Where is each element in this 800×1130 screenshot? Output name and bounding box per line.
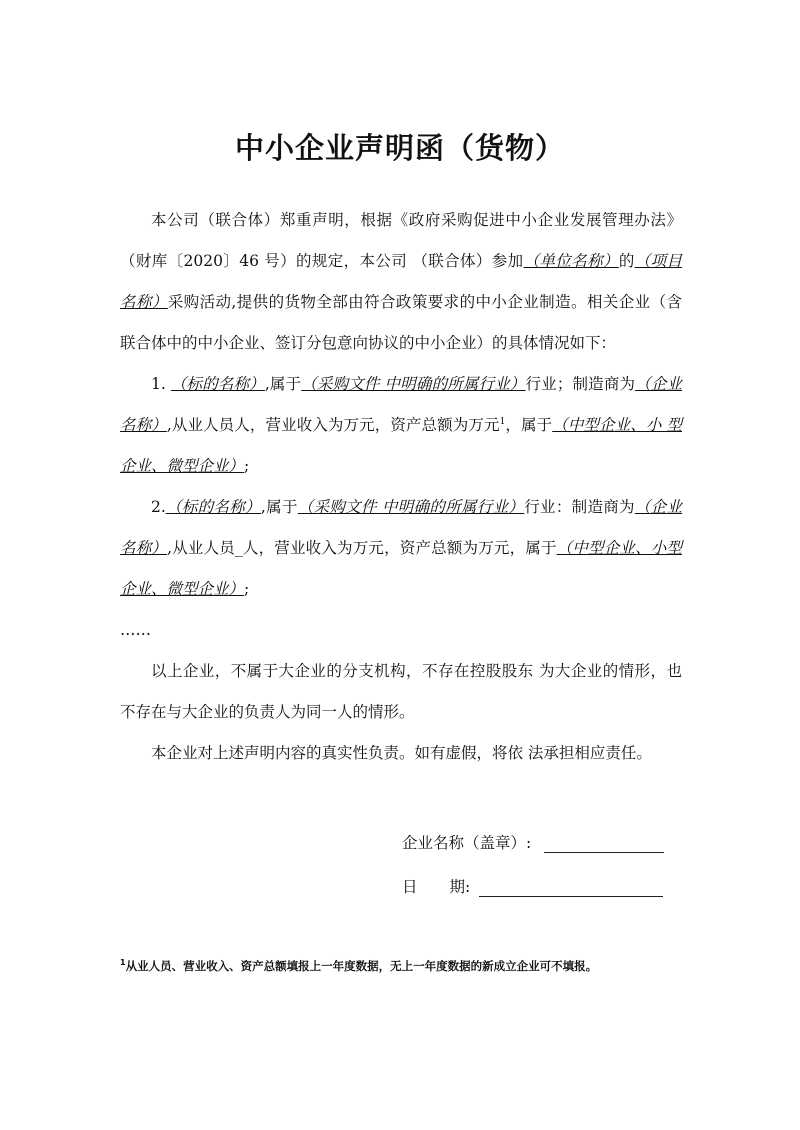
company-seal-line[interactable] bbox=[544, 834, 664, 853]
item-1-text-3: ,从业人员人，营业收入为万元，资产总额为万元 bbox=[166, 416, 500, 434]
declaration-paragraph: 以上企业，不属于大企业的分支机构，不存在控股股东 为大企业的情形，也不存在与大企业的负责人为同一人的情形。 bbox=[120, 662, 682, 721]
page-title: 中小企业声明函（货物） bbox=[234, 131, 565, 165]
intro-text-1: 本公司（联合体）郑重声明，根据《政府采购促进中小企业发展管理办法》（财库〔2020〕46 号）的规定，本公司 （联合体）参加 bbox=[120, 211, 682, 270]
project-name-blank: （项目名称） bbox=[120, 252, 682, 311]
item-1-industry-blank: （采购文件 中明确的所属行业） bbox=[301, 375, 526, 393]
item-1-text-2: 行业；制造商为 bbox=[525, 375, 636, 393]
item-1-text-5: ; bbox=[244, 457, 250, 475]
item-2-text-2: 行业：制造商为 bbox=[524, 498, 635, 516]
item-1-size-blank: （中型企业、小 型企业、微型企业） bbox=[120, 416, 682, 475]
company-seal-label: 企业名称（盖章）: bbox=[402, 834, 532, 852]
date-label-1: 日 bbox=[402, 878, 418, 896]
footnote bbox=[120, 958, 700, 974]
item-1-text-4: ，属于 bbox=[505, 416, 553, 434]
item-2-text-1: ,属于 bbox=[260, 498, 298, 516]
ellipsis: …… bbox=[120, 621, 151, 639]
date-line[interactable] bbox=[479, 878, 663, 897]
document-body bbox=[120, 200, 682, 774]
company-signature-row bbox=[402, 833, 664, 853]
item-2-size-blank: （中型企业、小型 企业、微型企业） bbox=[120, 539, 682, 598]
item-2-text-4: ; bbox=[244, 580, 250, 598]
item-1-subject-blank: （标的名称） bbox=[170, 375, 265, 393]
footnote-text: 从业人员、营业收入、资产总额填报上一年度数据，无上一年度数据的新成立企业可不填报。 bbox=[125, 959, 598, 973]
item-2-paragraph bbox=[120, 487, 682, 610]
intro-text-3: 采购活动,提供的货物全部由符合政策要求的中小企业制造。相关企业（含联合体中的中小企业、签订分包意向协议的中小企业）的具体情况如下： bbox=[120, 293, 682, 352]
item-2-industry-blank: （采购文件 中明确的所属行业） bbox=[297, 498, 525, 516]
date-row bbox=[402, 877, 663, 897]
item-1-number: 1. bbox=[151, 375, 166, 393]
item-1-text-1: ,属于 bbox=[264, 375, 302, 393]
item-2-number: 2. bbox=[151, 498, 166, 516]
unit-name-blank: （单位名称） bbox=[523, 252, 619, 270]
footnote-number: 1 bbox=[120, 958, 126, 968]
item-1-paragraph bbox=[120, 364, 682, 487]
item-2-company-blank: （企业名称） bbox=[120, 498, 682, 557]
responsibility-paragraph: 本企业对上述声明内容的真实性负责。如有虚假，将依 法承担相应责任。 bbox=[151, 744, 652, 762]
intro-paragraph bbox=[120, 200, 682, 364]
item-2-subject-blank: （标的名称） bbox=[165, 498, 261, 516]
item-1-company-blank: （企业名称） bbox=[120, 375, 682, 434]
date-label-2: 期: bbox=[449, 878, 471, 896]
footnote-marker: 1 bbox=[499, 416, 506, 427]
intro-text-2: 的 bbox=[618, 252, 635, 270]
item-2-text-3: ,从业人员_人，营业收入为万元，资产总额为万元，属于 bbox=[167, 539, 557, 557]
